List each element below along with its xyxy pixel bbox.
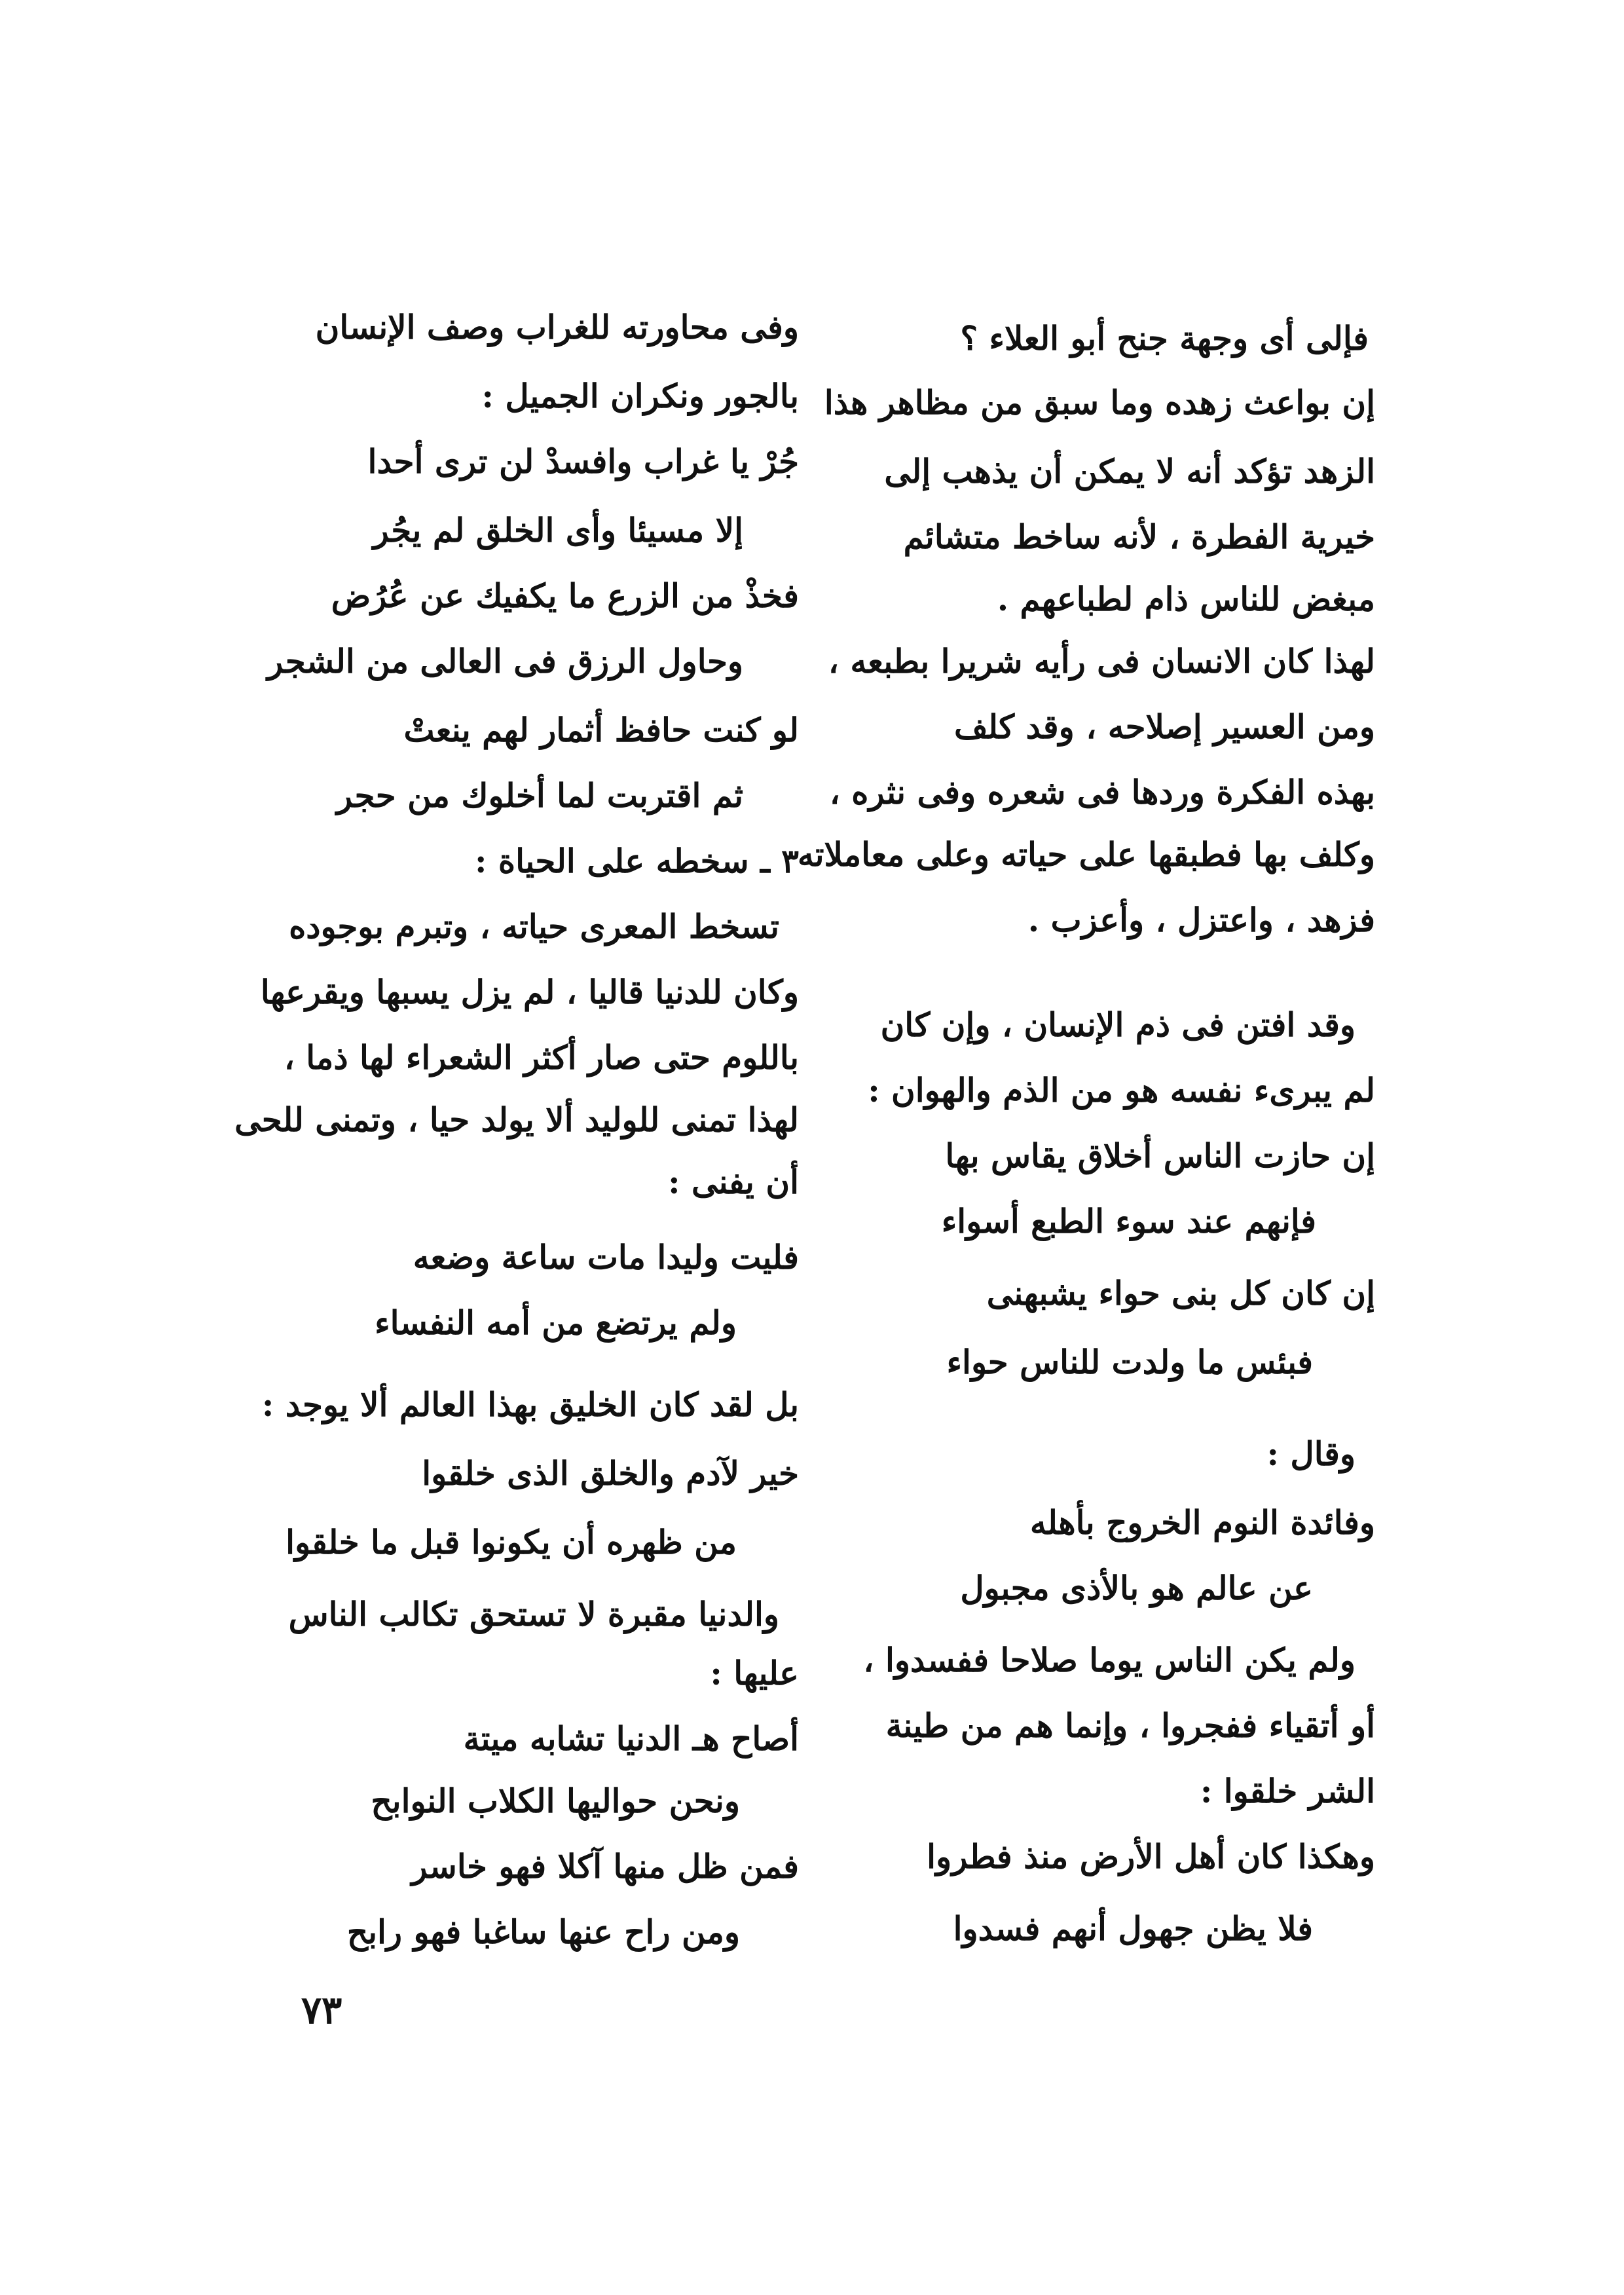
poem-verse: فبئس ما ولدت للناس حواء [946,1343,1313,1381]
text-line: وكان للدنيا قاليا ، لم يزل يسبها ويقرعها [260,973,799,1011]
text-line: بل لقد كان الخليق بهذا العالم ألا يوجد : [261,1385,799,1424]
text-line: بالجور ونكران الجميل : [481,377,799,415]
poem-verse: خير لآدم والخلق الذى خلقوا [422,1454,799,1493]
text-line: أن يفنى : [668,1163,799,1201]
poem-verse: أصاح هـ الدنيا تشابه ميتة [463,1719,799,1758]
text-line: الشر خلقوا : [1200,1772,1375,1810]
text-line: والدنيا مقبرة لا تستحق تكالب الناس [288,1595,779,1633]
poem-verse: فإنهم عند سوء الطبع أسواء [941,1202,1316,1241]
text-line: لم يبرىء نفسه هو من الذم والهوان : [868,1071,1375,1110]
poem-verse: فلا يظن جهول أنهم فسدوا [953,1909,1313,1948]
poem-verse: ولم يرتضع من أمه النفساء [375,1303,737,1342]
poem-verse: ومن راح عنها ساغبا فهو رابح [346,1912,740,1951]
poem-verse: وفائدة النوم الخروج بأهله [1029,1503,1375,1542]
poem-verse: إن حازت الناس أخلاق يقاس بها [945,1136,1375,1175]
poem-verse: فمن ظل منها آكلا فهو خاسر [411,1847,799,1886]
poem-verse: إن كان كل بنى حواء يشبهنى [986,1274,1375,1313]
text-line: إن بواعث زهده وما سبق من مظاهر هذا [824,383,1375,422]
section-heading: ٣ ـ سخطه على الحياة : [475,842,799,880]
text-line: عليها : [710,1654,799,1692]
text-line: بهذه الفكرة وردها فى شعره وفى نثره ، [829,773,1375,812]
text-line: وقال : [1266,1434,1356,1473]
text-line: ولم يكن الناس يوما صلاحا ففسدوا ، [863,1641,1356,1679]
poem-verse: عن عالم هو بالأذى مجبول [960,1569,1313,1607]
page-number: ٧٣ [301,1988,342,2032]
text-line: فزهد ، واعتزل ، وأعزب . [1027,901,1375,939]
text-line: تسخط المعرى حياته ، وتبرم بوجوده [289,907,779,946]
text-line: ومن العسير إصلاحه ، وقد كلف [954,707,1375,746]
poem-verse: لو كنت حافظ أثمار لهم ينعتْ [403,711,799,749]
text-line: وقد افتن فى ذم الإنسان ، وإن كان [880,1005,1356,1044]
poem-verse: فليت وليدا مات ساعة وضعه [413,1238,799,1277]
text-line: أو أتقياء ففجروا ، وإنما هم من طينة [885,1706,1375,1745]
text-line: لهذا تمنى للوليد ألا يولد حيا ، وتمنى للحى [234,1100,799,1139]
text-line: مبغض للناس ذام لطباعهم . [997,580,1375,618]
text-line: باللوم حتى صار أكثر الشعراء لها ذما ، [284,1038,799,1077]
poem-verse: ونحن حواليها الكلاب النوابح [371,1782,740,1820]
poem-verse: جُرْ يا غراب وافسدْ لن ترى أحدا [367,442,799,481]
text-line: وفى محاورته للغراب وصف الإنسان [315,308,799,346]
text-line: وكلف بها فطبقها على حياته وعلى معاملاته [797,835,1375,874]
poem-verse: فخذْ من الزرع ما يكفيك عن عُرُض [331,576,799,615]
poem-verse: وهكذا كان أهل الأرض منذ فطروا [927,1837,1375,1876]
text-line: لهذا كان الانسان فى رأيه شريرا بطبعه ، [828,642,1375,681]
poem-verse: من ظهره أن يكونوا قبل ما خلقوا [286,1523,737,1561]
text-line: الزهد تؤكد أنه لا يمكن أن يذهب إلى [884,452,1375,491]
text-line: فإلى أى وجهة جنح أبو العلاء ؟ [960,319,1369,358]
poem-verse: ثم اقتربت لما أخلوك من حجر [336,776,743,815]
poem-verse: إلا مسيئا وأى الخلق لم يجُر [373,511,743,550]
text-line: خيرية الفطرة ، لأنه ساخط متشائم [903,517,1375,556]
poem-verse: وحاول الرزق فى العالى من الشجر [267,642,743,681]
